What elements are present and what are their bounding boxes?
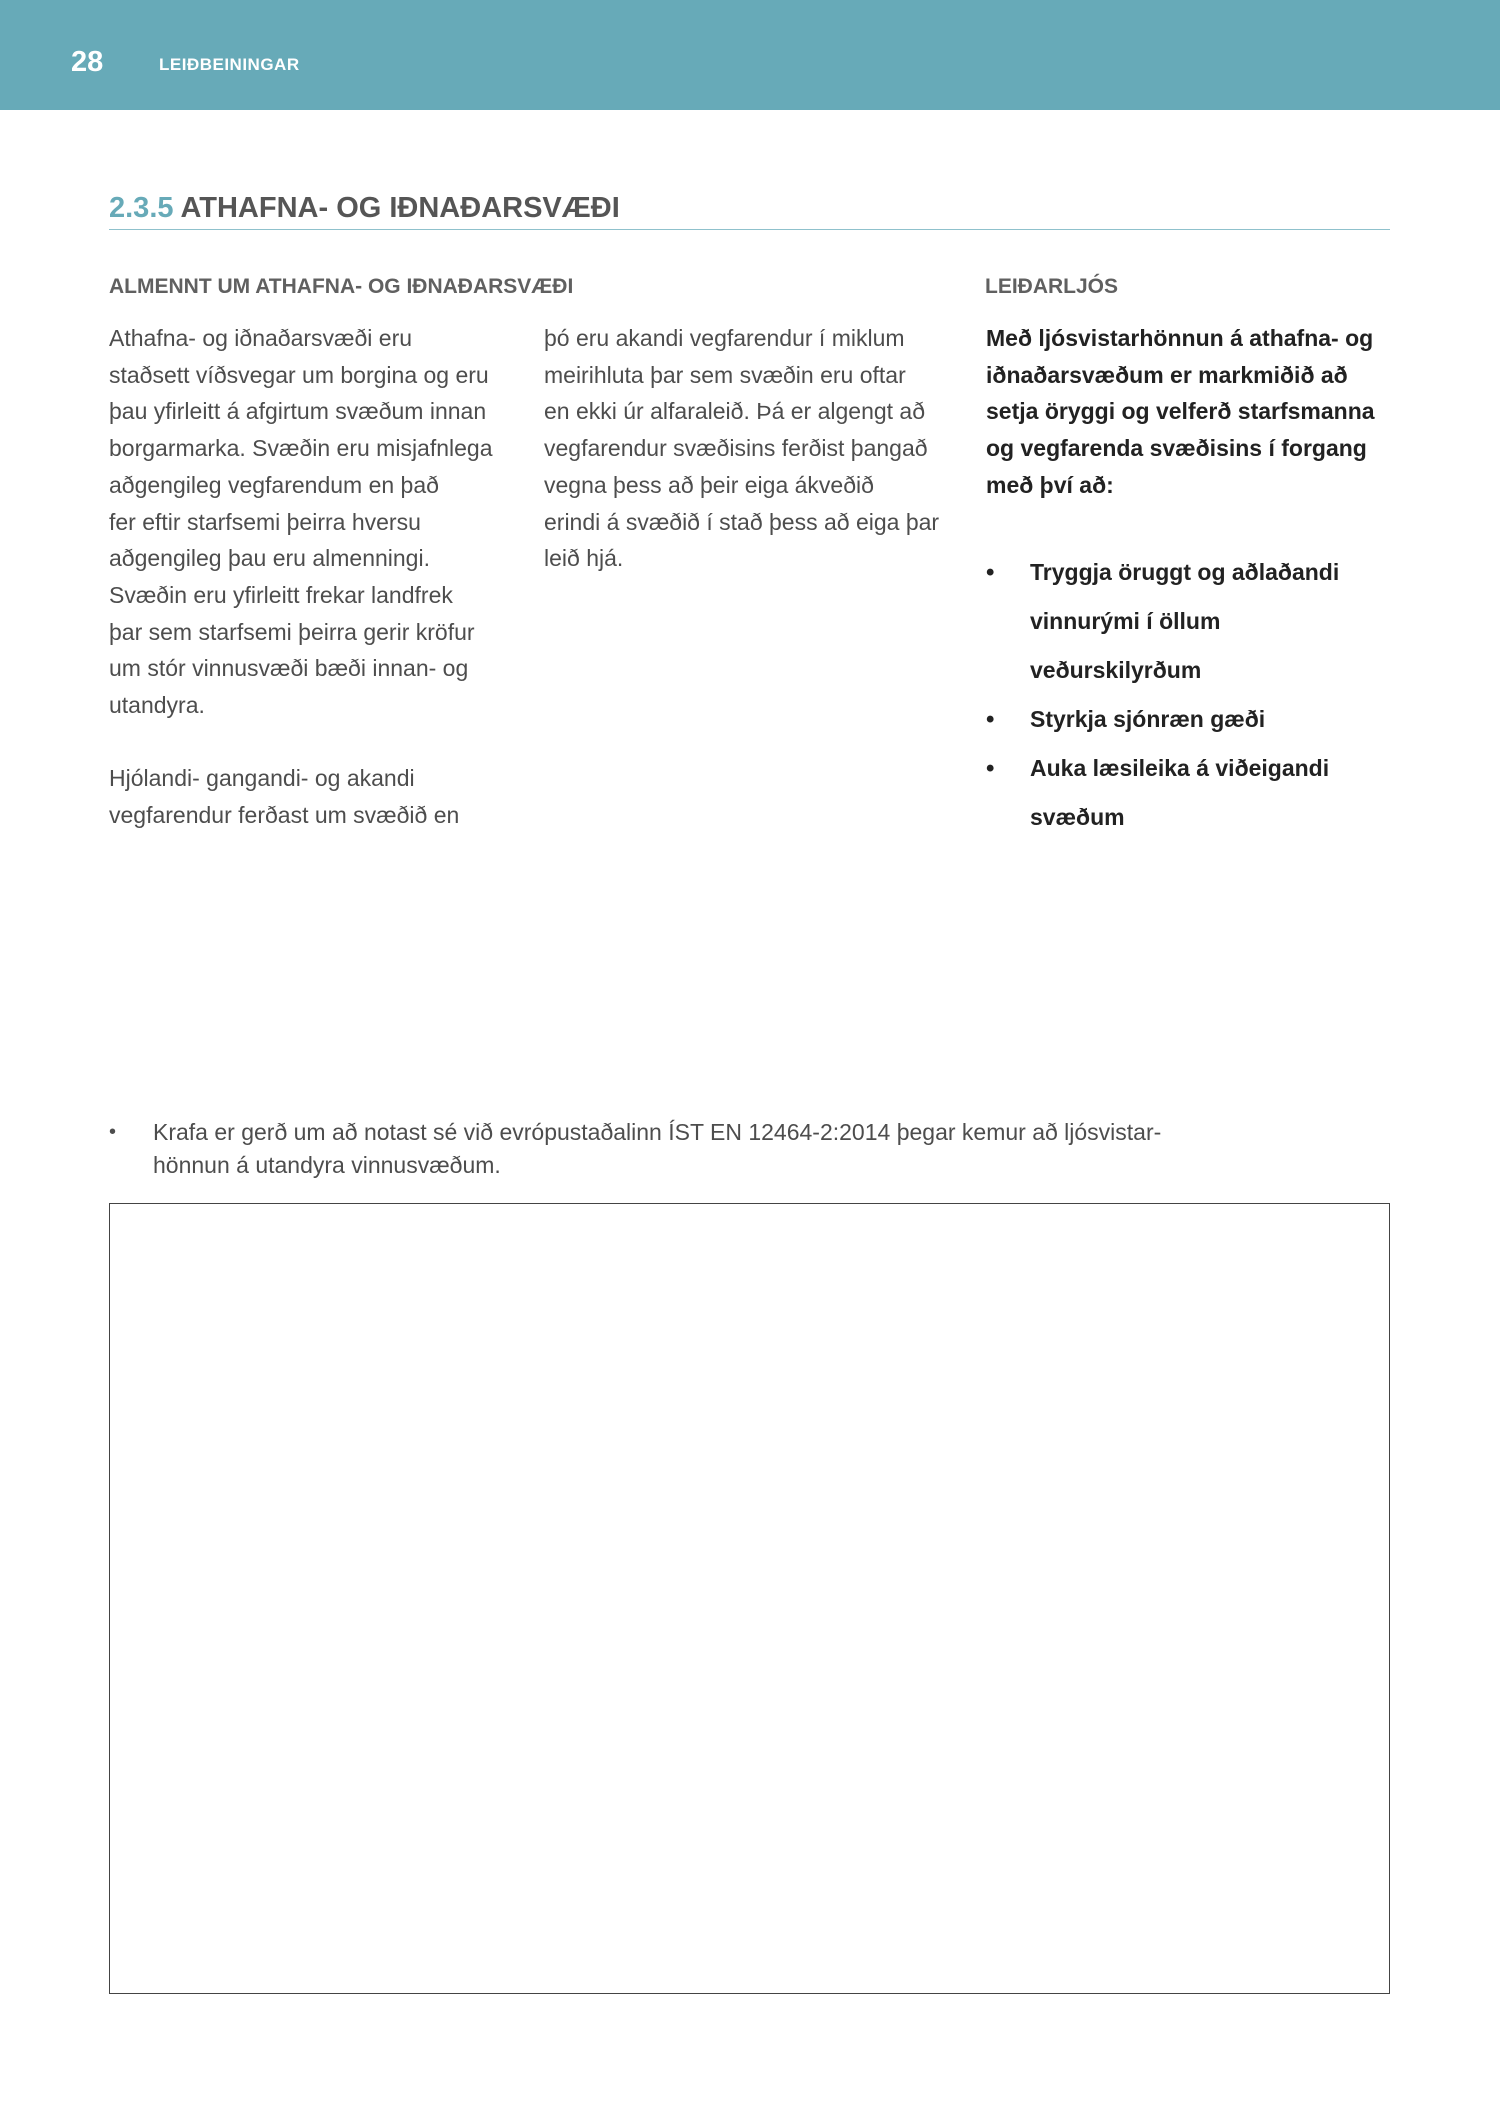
guideline-item [986,695,1396,744]
text-line: svæðum [1030,804,1125,830]
text-line: og vegfarenda svæðisins í forgang [986,435,1367,462]
text-line: um stór vinnusvæði bæði innan- og [109,655,469,682]
requirement-note [109,1116,1249,1182]
bullet-icon: • [986,559,995,586]
text-line: þó eru akandi vegfarendur í miklum [544,325,905,351]
text-line: með því að: [986,471,1114,498]
text-line: Krafa er gerð um að notast sé við evrópustaðalinn ÍST EN 12464-2:2014 þegar kemur að ljósvistar- [153,1119,1162,1145]
general-paragraph-3 [544,320,964,577]
text-line: utandyra. [109,692,205,719]
text-line: fer eftir starfsemi þeirra hversu [109,508,421,535]
bullet-icon: • [109,1121,117,1143]
page-number: 28 [71,46,104,78]
text-line: vegfarendur ferðast um svæðið en [109,802,460,829]
general-column-2 [544,320,964,577]
text-line: staðsett víðsvegar um borgina og eru [109,361,489,388]
text-line: vegna þess að þeir eiga ákveðið [544,471,874,498]
guidelines-intro [986,320,1396,504]
text-line: Tryggja öruggt og aðlaðandi [1030,559,1340,585]
text-line: Svæðin eru yfirleitt frekar landfrek [109,581,453,608]
guideline-item [986,744,1396,842]
requirement-text [109,1116,1249,1182]
general-heading: ALMENNT UM ATHAFNA- OG IÐNAÐARSVÆÐI [109,275,574,298]
text-line: Athafna- og iðnaðarsvæði eru [109,325,413,351]
text-line: leið hjá. [544,545,624,572]
text-line: vegfarendur svæðisins ferðist þangað [544,435,928,462]
general-paragraph-2 [109,760,529,833]
image-frame [109,1203,1390,1994]
text-line: þau yfirleitt á afgirtum svæðum innan [109,398,487,425]
text-line: Auka læsileika á viðeigandi [1030,755,1330,781]
text-line: þar sem starfsemi þeirra gerir kröfur [109,618,475,645]
text-line: aðgengileg vegfarendum en það [109,471,439,498]
text-line: hönnun á utandyra vinnusvæðum. [153,1152,501,1178]
heading-rule [109,229,1390,230]
section-heading [109,188,1389,228]
running-head: LEIÐBEININGAR [159,55,300,74]
text-line: setja öryggi og velferð starfsmanna [986,398,1375,425]
bullet-icon: • [986,755,995,782]
text-line: vinnurými í öllum [1030,608,1221,634]
text-line: Styrkja sjónræn gæði [1030,706,1266,732]
text-line: en ekki úr alfaraleið. Þá er algengt að [544,398,926,425]
guidelines-heading: LEIÐARLJÓS [985,275,1119,298]
text-line: Hjólandi- gangandi- og akandi [109,765,415,792]
general-paragraph-1 [109,320,529,724]
general-column-1 [109,320,529,834]
text-line: Með ljósvistarhönnun á athafna- og [986,325,1374,351]
section-number: 2.3.5 [109,192,174,224]
text-line: aðgengileg þau eru almenningi. [109,545,430,572]
text-line: meirihluta þar sem svæðin eru oftar [544,361,906,388]
section-title: ATHAFNA- OG IÐNAÐARSVÆÐI [180,192,620,224]
guideline-item [986,548,1396,695]
guidelines-list [986,548,1396,842]
text-line: borgarmarka. Svæðin eru misjafnlega [109,435,493,462]
text-line: erindi á svæðið í stað þess að eiga þar [544,508,940,535]
bullet-icon: • [986,706,995,733]
text-line: veðurskilyrðum [1030,657,1202,683]
text-line: iðnaðarsvæðum er markmiðið að [986,361,1348,388]
